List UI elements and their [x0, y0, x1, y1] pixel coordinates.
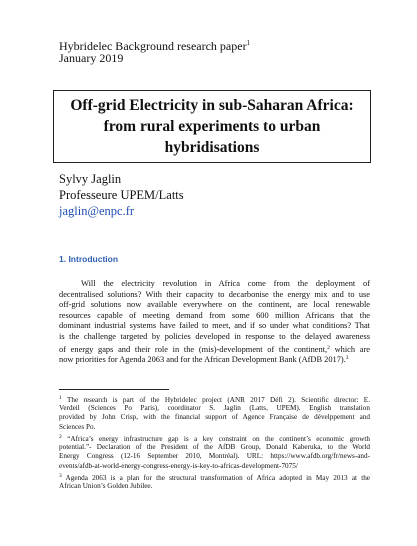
body-line-tail: which are: [329, 344, 370, 354]
footnote-text: Agenda 2063 is a plan for the structural transformation of Africa adopted in May 2013 at the: [61, 474, 370, 482]
footnote-marker-3: 3: [59, 473, 62, 479]
footnote-marker-2: 2: [59, 434, 62, 440]
body-line: decentralised solutions? With their capacity to decarbonise the energy mix and to use: [59, 289, 370, 299]
title-line-1: Off-grid Electricity in sub-Saharan Africa:: [70, 97, 354, 114]
body-line-text: now priorities for Agenda 2063 and for the African Development Bank (AfDB 2017).: [59, 355, 346, 365]
body-line-text: of energy gaps and their role in the (mis)-development of the continent,: [59, 344, 328, 354]
author-role: Professeure UPEM/Latts: [59, 188, 184, 202]
footnote-1-line: Sciences Po.: [59, 422, 96, 431]
footnote-ref-2[interactable]: 2: [327, 344, 330, 351]
section-heading: 1. Introduction: [59, 254, 119, 264]
footnote-2-line-url: events/afdb-at-world-energy-congress-energy-is-key-to-africas-development-7075/: [59, 461, 298, 470]
footnote-marker-1: 1: [59, 395, 62, 401]
body-line: Will the electricity revolution in Africa come from the deployment of: [81, 279, 370, 288]
body-line: resources capable of meeting demand from some 600 million Africans that the: [59, 310, 370, 320]
body-line: off-grid solutions now available everywhere on the continent, are local renewable: [59, 300, 370, 310]
footnote-2-line: potential.”- Declaration of the President of the AfDB Group, Donald Kaberuka, to the World: [59, 442, 370, 451]
report-series-text: Hybridelec Background research paper: [59, 39, 247, 53]
title-box: [53, 90, 371, 163]
body-line: [59, 353, 370, 366]
footnote-text: “Africa’s energy infrastructure gap is a key constraint on the continent’s economic growth: [61, 435, 370, 443]
footnote-ref-3[interactable]: 3: [345, 355, 349, 362]
footnote-divider: [59, 389, 169, 390]
body-line: is the challenge targeted by policies developed in response to the delayed awareness: [59, 332, 370, 341]
title-line-2: from rural experiments to urban: [103, 118, 321, 135]
author-email-link[interactable]: jaglin@enpc.fr: [59, 204, 135, 218]
author-name: Sylvy Jaglin: [59, 172, 122, 186]
footnote-3-line: African Union’s Golden Jubilee.: [59, 481, 153, 490]
footnote-2-line: Energy Congress (12-16 September 2010, Montréal). URL: https://www.afdb.org/fr/news-and-: [59, 452, 370, 461]
footnote-text: The research is part of the Hybridelec project (ANR 2017 Défi 2). Scientific director: E.: [61, 396, 370, 404]
footnote-ref-1[interactable]: 1: [246, 39, 251, 47]
report-date: January 2019: [59, 51, 124, 65]
footnote-1-line: provided by John Crisp, with the financial support of Agence Française de dévelppement and: [59, 413, 370, 422]
title-line-3: hybridisations: [164, 139, 260, 156]
body-line: dominant industrial systems have failed to meet, and if so under what conditions? That: [59, 321, 370, 331]
footnote-1-line: Verdeil (Sciences Po Paris), coordinator S. Jaglin (Latts, UPEM). English translation: [59, 403, 370, 412]
